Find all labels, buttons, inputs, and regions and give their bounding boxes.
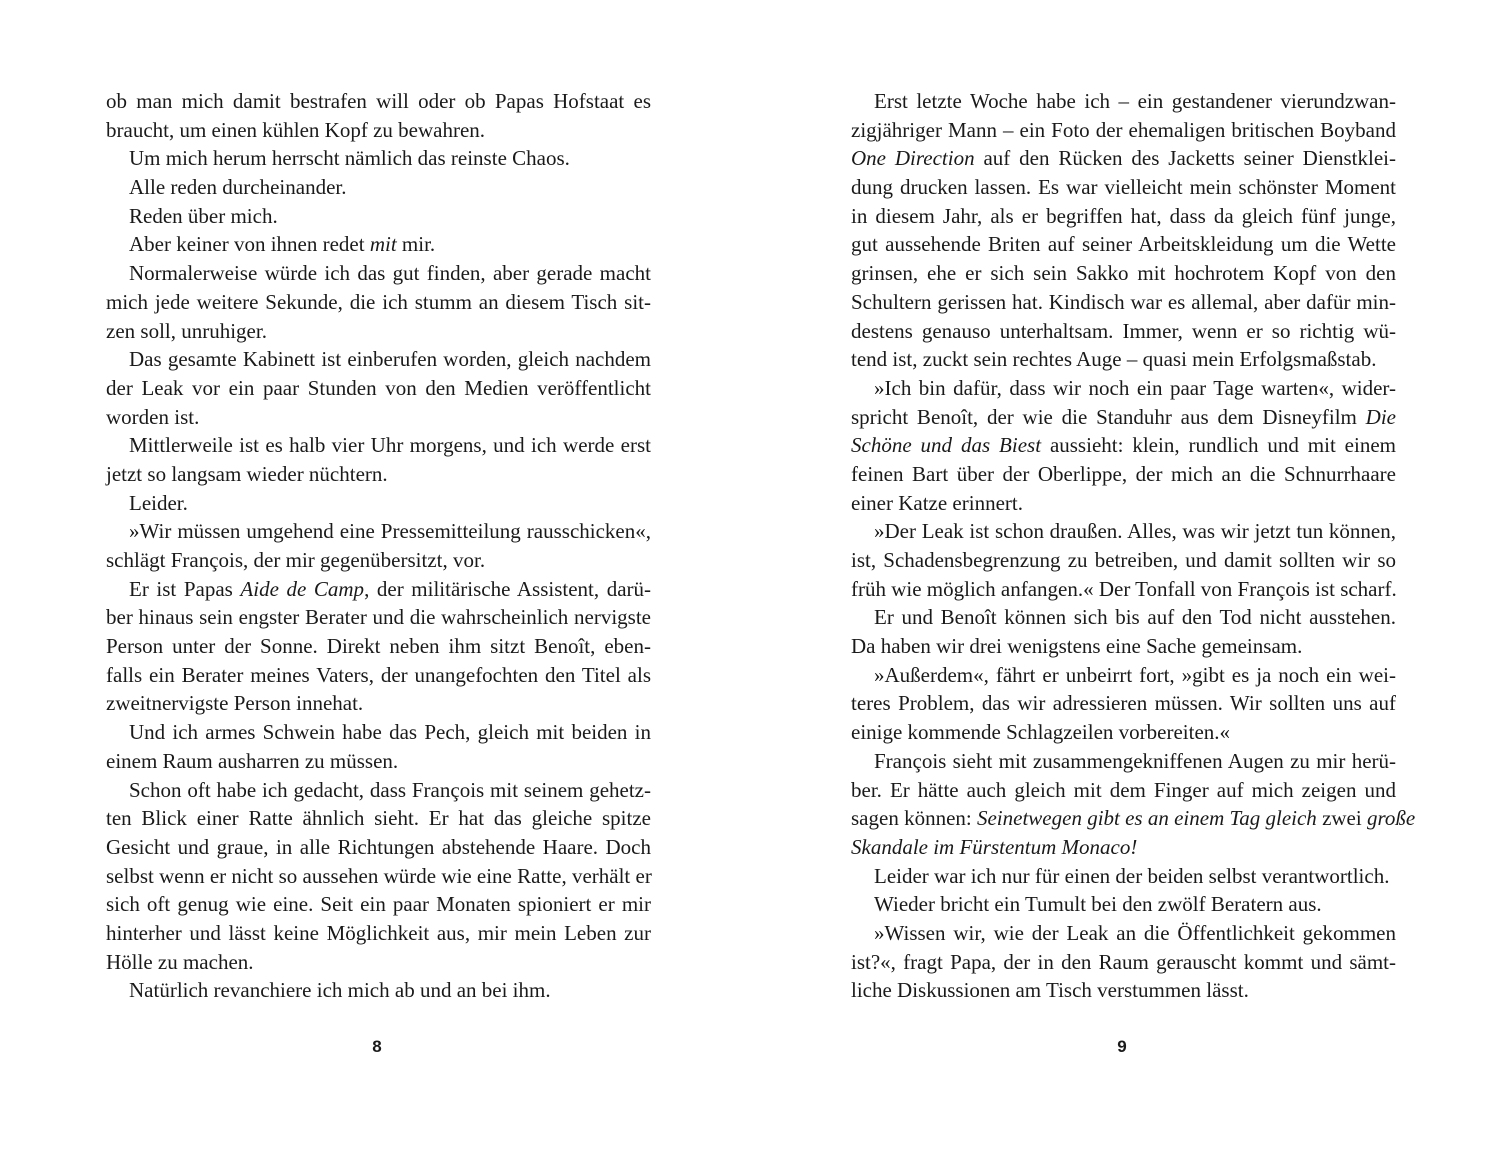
text-line: Da haben wir drei wenigstens eine Sache gemeinsam. [851,634,1303,659]
text-line [851,144,1396,173]
italic-text: One Direction [851,146,975,171]
left-page-number: 8 [372,1037,382,1056]
text-line: Gesicht und graue, in alle Richtungen abstehende Haare. Doch [106,834,651,859]
text-line: Leider war ich nur für einen der beiden selbst verantwortlich. [874,863,1390,888]
text-line: gut aussehende Briten auf seiner Arbeitskleidung um die Wette [851,232,1396,257]
text-line: ber hinaus sein engster Berater und die wahrscheinlich nervigste [106,605,651,630]
italic-text: mit [369,232,397,257]
left-page-text [106,87,651,1005]
text-line: der Leak vor ein paar Stunden von den Medien veröffentlicht [106,375,651,400]
text-line: einem Raum ausharren zu müssen. [106,748,399,773]
text-line: »Wissen wir, wie der Leak an die Öffentlichkeit gekommen [874,920,1396,945]
italic-text: Seinetwegen gibt es an einem Tag gleich [976,806,1317,831]
text-line: tend ist, zuckt sein rechtes Auge – quasi mein Erfolgsmaßstab. [851,347,1377,372]
text-line: Schultern gerissen hat. Kindisch war es allemal, aber dafür min- [851,289,1396,314]
text-line: einige kommende Schlagzeilen vorbereiten.« [851,720,1231,745]
text-line: feinen Bart über der Oberlippe, der mich an die Schnurrhaare [851,461,1396,486]
italic-text: Die [1365,404,1396,429]
text-line [106,575,651,604]
text-line: »Außerdem«, fährt er unbeirrt fort, »gibt es ja noch ein wei- [874,662,1396,687]
text-line: Er und Benoît können sich bis auf den Tod nicht ausstehen. [874,605,1396,630]
text-line: »Ich bin dafür, dass wir noch ein paar Tage warten«, wider- [874,375,1396,400]
text-line: braucht, um einen kühlen Kopf zu bewahren. [106,117,486,142]
text-line: zweitnervigste Person innehat. [106,691,364,716]
text-line: dung drucken lassen. Es war vielleicht mein schönster Moment [851,175,1396,200]
text-line: Wieder bricht ein Tumult bei den zwölf Beratern aus. [874,892,1322,917]
italic-text: Schöne und das Biest [851,433,1042,458]
text-line: schlägt François, der mir gegenübersitzt, vor. [106,548,486,572]
text-line [851,403,1396,432]
text-line: liche Diskussionen am Tisch verstummen lässt. [851,978,1249,1003]
text-segment: Aber keiner von ihnen redet [129,232,370,257]
text-line [106,230,651,259]
text-line: Um mich herum herrscht nämlich das reinste Chaos. [129,146,570,171]
text-line [851,431,1396,460]
text-line: grinsen, ehe er sich sein Sakko mit hochrotem Kopf von den [851,261,1396,286]
text-line: worden ist. [106,404,200,429]
text-line: hinterher und lässt keine Möglichkeit aus, mir mein Leben zur [106,920,651,945]
text-line: destens genauso unterhaltsam. Immer, wenn er so richtig wü- [851,318,1396,343]
text-line: falls ein Berater meines Vaters, der unangefochten den Titel als [106,662,651,687]
text-line: ten Blick einer Ratte ähnlich sieht. Er hat das gleiche spitze [106,806,651,831]
text-line: ist?«, fragt Papa, der in den Raum gerauscht kommt und sämt- [851,949,1396,974]
text-line: »Wir müssen umgehend eine Pressemitteilung rausschicken«, [129,519,651,544]
text-line: Normalerweise würde ich das gut finden, aber gerade macht [129,261,651,286]
text-line: ber. Er hätte auch gleich mit dem Finger auf mich zeigen und [851,777,1396,802]
right-page-text [851,87,1416,1005]
text-line: einer Katze erinnert. [851,490,1023,515]
text-line: Und ich armes Schwein habe das Pech, gleich mit beiden in [129,720,651,745]
italic-text: große [1366,806,1416,831]
text-line: Reden über mich. [129,203,278,228]
text-segment: zwei [1316,806,1367,831]
right-page-number: 9 [1117,1037,1127,1056]
text-line: jetzt so langsam wieder nüchtern. [106,461,388,486]
text-line [851,833,1396,862]
text-line: ist, Schadensbegrenzung zu betreiben, und damit sollten wir so [851,548,1396,572]
text-line: Hölle zu machen. [106,949,254,974]
text-line: früh wie möglich anfangen.« Der Tonfall von François ist scharf. [851,576,1397,601]
text-line: François sieht mit zusammengekniffenen Augen zu mir herü- [874,748,1396,773]
text-line: »Der Leak ist schon draußen. Alles, was wir jetzt tun können, [874,519,1396,544]
text-line: selbst wenn er nicht so aussehen würde wie eine Ratte, verhält er [106,863,652,888]
italic-text: Skandale im Fürstentum Monaco! [851,834,1138,859]
text-segment: mir. [396,232,436,257]
text-line: ob man mich damit bestrafen will oder ob Papas Hofstaat es [106,89,651,113]
text-segment: , der militärische Assistent, darü- [364,576,651,601]
text-line: sich oft genug wie eine. Seit ein paar Monaten spioniert er mir [106,892,651,917]
text-segment: sagen können: [851,806,977,831]
text-segment: auf den Rücken des Jacketts seiner Dienstklei- [974,146,1396,171]
text-line: Person unter der Sonne. Direkt neben ihm sitzt Benoît, eben- [106,634,651,659]
text-line: teres Problem, das wir adressieren müssen. Wir sollten uns auf [851,691,1396,716]
text-segment: aussieht: klein, rundlich und mit einem [1041,433,1396,458]
text-line: Mittlerweile ist es halb vier Uhr morgens, und ich werde erst [129,433,651,458]
text-line: mich jede weitere Sekunde, die ich stumm an diesem Tisch sit- [106,289,651,314]
text-line: zigjähriger Mann – ein Foto der ehemaligen britischen Boyband [851,117,1396,142]
text-line: Schon oft habe ich gedacht, dass François mit seinem gehetz- [129,777,651,802]
text-segment: spricht Benoît, der wie die Standuhr aus dem Disneyfilm [851,404,1366,429]
text-line: Alle reden durcheinander. [129,175,347,200]
text-line [851,804,1416,833]
italic-text: Aide de Camp [240,576,365,601]
text-line: Erst letzte Woche habe ich – ein gestandener vierundzwan- [874,89,1396,113]
text-line: Das gesamte Kabinett ist einberufen worden, gleich nachdem [129,347,651,372]
text-line: in diesem Jahr, als er begriffen hat, dass da gleich fünf junge, [851,203,1396,228]
text-line: Natürlich revanchiere ich mich ab und an bei ihm. [129,978,551,1003]
text-line: Leider. [129,490,188,515]
text-segment: Er ist Papas [129,576,241,601]
text-line: zen soll, unruhiger. [106,318,267,343]
